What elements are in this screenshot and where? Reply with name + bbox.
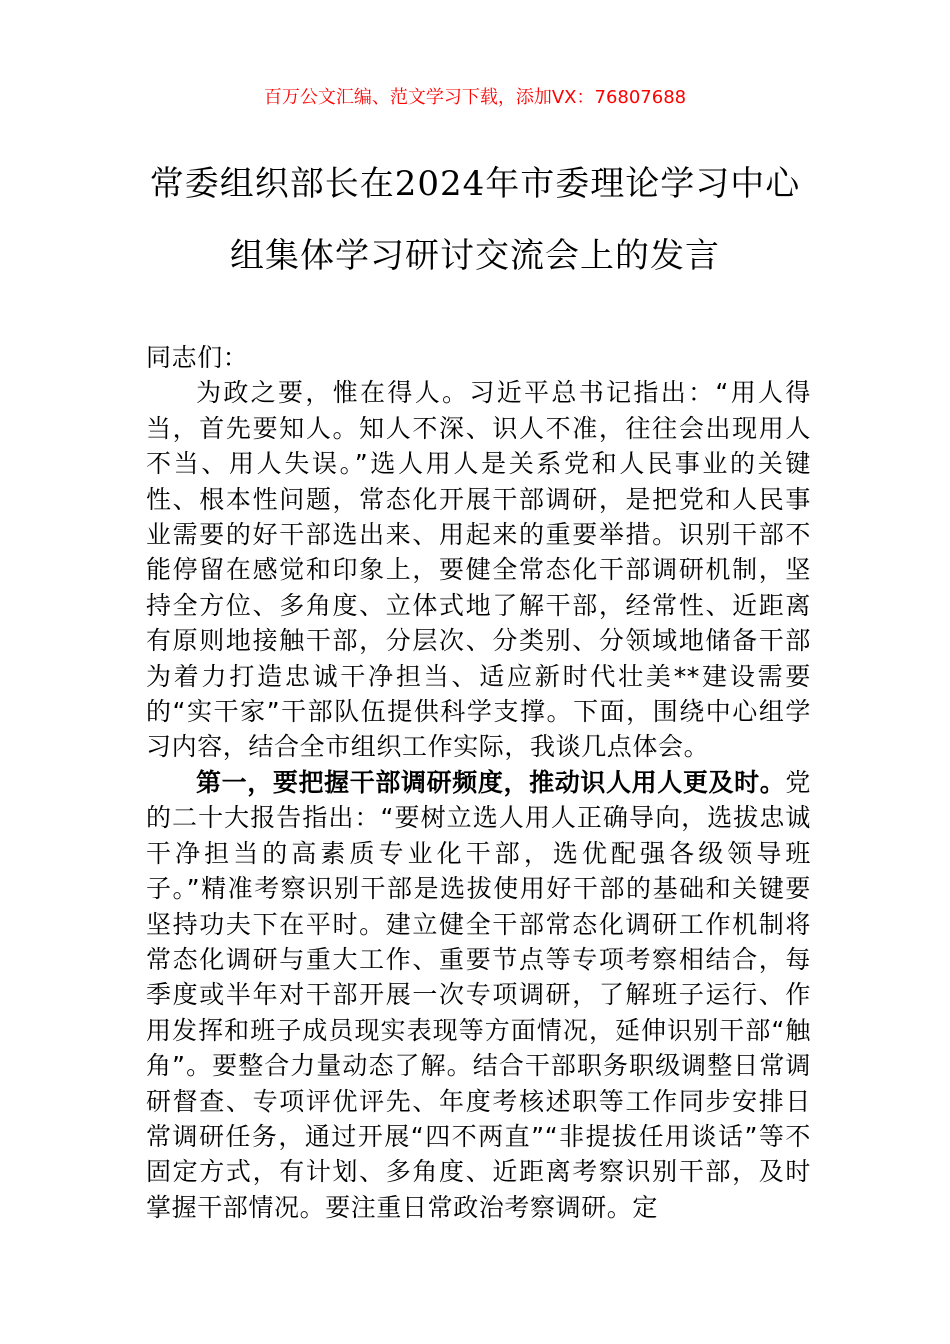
paragraph-2-lead: 第一，要把握干部调研频度，推动识人用人更及时。 [196, 767, 786, 797]
title-line-2: 组集体学习研讨交流会上的发言 [230, 236, 720, 276]
title-line-1: 常委组织部长在2024年市委理论学习中心 [149, 164, 801, 204]
header-watermark-note: 百万公文汇编、范文学习下载，添加VX：76807688 [263, 87, 687, 108]
paragraph-2-rest: 党的二十大报告指出：“要树立选人用人正确导向，选拔忠诚干净担当的高素质专业化干部，选优配强各级领导班子。”精准考察识别干部是选拔使用好干部的基础和关键要坚持功夫下在平时。建立健全干部常态化调研工作机制将常态化调研与重大工作、重要节点等专项考察相结合，每季度或半年对干部开展一次专项调研，了解班子运行、作用发挥和班子成员现实表现等方面情况，延伸识别干部“触角”。要整合力量动态了解。结合干部职务职级调整日常调研督查、专项评优评先、年度考核述职等工作同步安排日常调研任务，通过开展“四不两直”“非提拔任用谈话”等不固定方式，有计划、多角度、近距离考察识别干部，及时掌握干部情况。要注重日常政治考察调研。定 [146, 767, 811, 1222]
document-body [146, 340, 811, 1225]
paragraph-1: 为政之要，惟在得人。习近平总书记指出：“用人得当，首先要知人。知人不深、识人不准，往往会出现用人不当、用人失误。”选人用人是关系党和人民事业的关键性、根本性问题，常态化开展干部调研，是把党和人民事业需要的好干部选出来、用起来的重要举措。识别干部不能停留在感觉和印象上，要健全常态化干部调研机制，坚持全方位、多角度、立体式地了解干部，经常性、近距离有原则地接触干部，分层次、分类别、分领域地储备干部为着力打造忠诚干净担当、适应新时代壮美**建设需要的“实干家”干部队伍提供科学支撑。下面，围绕中心组学习内容，结合全市组织工作实际，我谈几点体会。 [146, 378, 811, 762]
paragraph-2 [146, 765, 811, 1225]
salutation: 同志们： [146, 343, 249, 372]
document-title [90, 148, 860, 292]
